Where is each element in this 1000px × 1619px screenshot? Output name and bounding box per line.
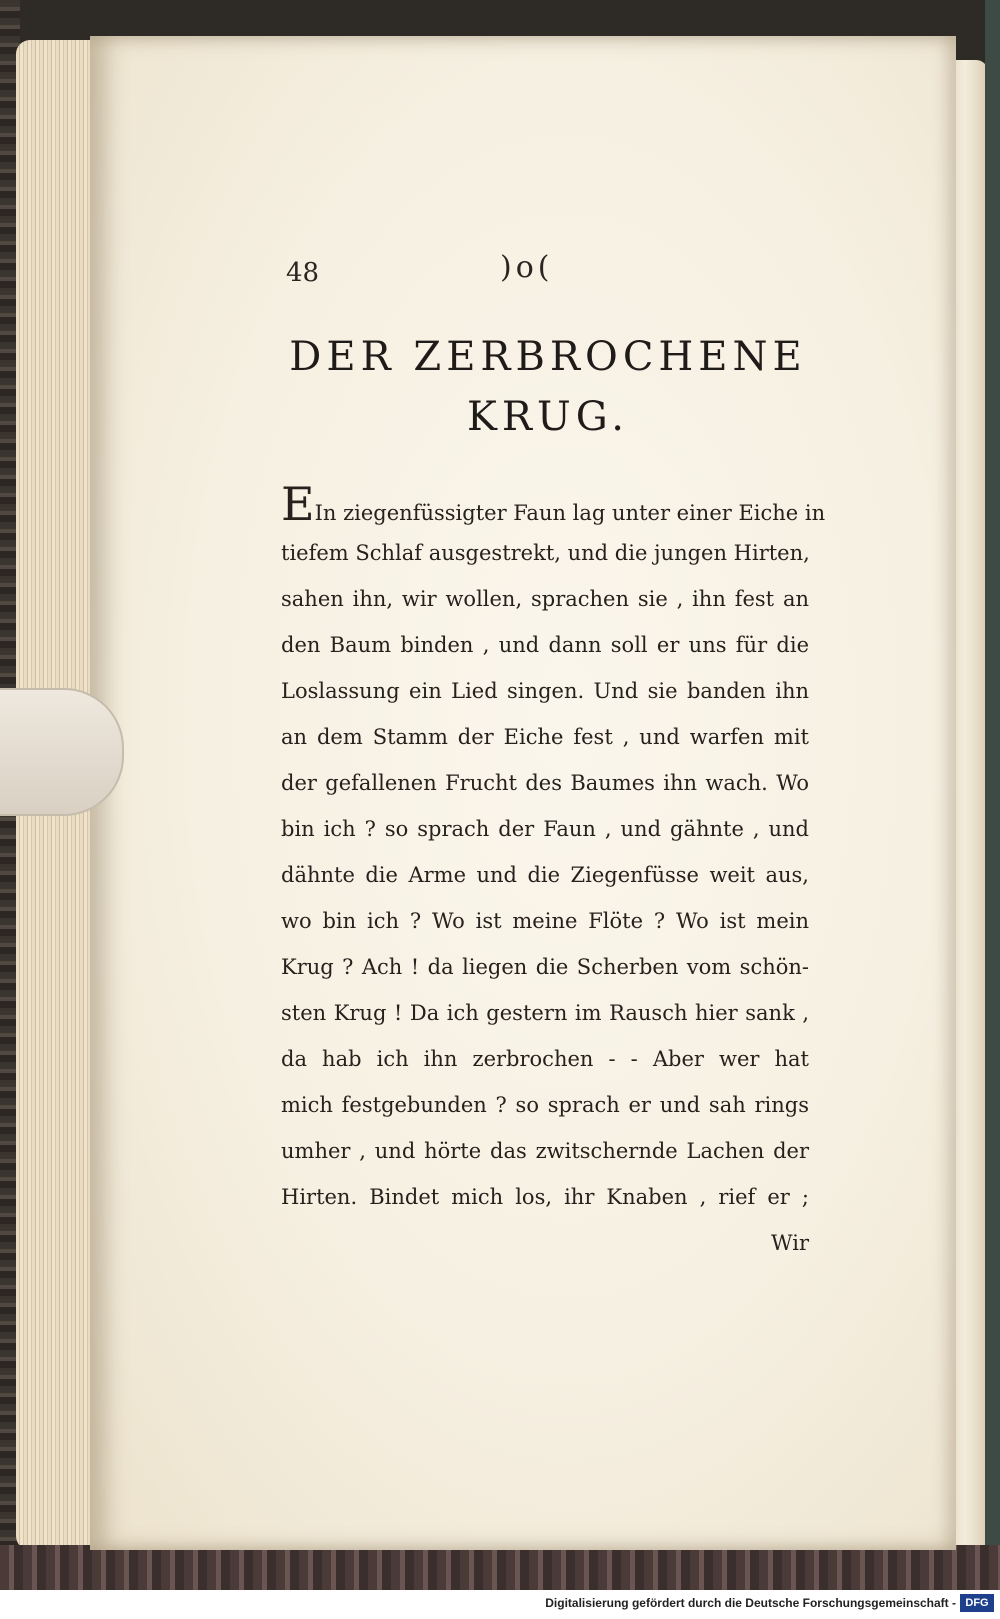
text-line: der gefallenen Frucht des Baumes ihn wach. Wo [281,771,809,795]
text-line: EIn ziegenfüssigter Faun lag unter einer Eiche in [281,477,826,531]
book-cover-bottom [0,1545,1000,1590]
text-line: bin ich ? so sprach der Faun , und gähnte , und [281,817,809,841]
body-text [281,477,826,1266]
funding-credit: Digitalisierung gefördert durch die Deutsche Forschungsgemeinschaft - [545,1596,956,1610]
chapter-title-line-1: DER ZERBROCHENE [289,334,807,380]
text-line: den Baum binden , und dann soll er uns für die [281,633,809,657]
text-line: mich festgebunden ? so sprach er und sah rings [281,1093,809,1117]
text-line: dähnte die Arme und die Ziegenfüsse weit aus, [281,863,809,887]
footer-bar [0,1590,1000,1619]
text-line: Loslassung ein Lied singen. Und sie banden ihn [281,679,809,703]
text-line: da hab ich ihn zerbrochen - - Aber wer hat [281,1047,809,1071]
text-line: umher , und hörte das zwitschernde Lachen der [281,1139,809,1163]
drop-capital: E [281,477,315,531]
dfg-logo-icon: DFG [960,1594,994,1612]
text-line: Krug ? Ach ! da liegen die Scherben vom schön- [281,955,809,979]
text-line: tiefem Schlaf ausgestrekt, und die jungen Hirten, [281,541,810,565]
text-line: sten Krug ! Da ich gestern im Rausch hier sank , [281,1001,809,1025]
page-ornament: )o( [500,250,554,285]
bookmark-tab [0,688,124,816]
page-number: 48 [286,258,320,288]
text-line: sahen ihn, wir wollen, sprachen sie , ihn fest an [281,587,809,611]
text-line: Hirten. Bindet mich los, ihr Knaben , rief er ; [281,1185,809,1209]
catchword: Wir [771,1231,809,1255]
text-line: wo bin ich ? Wo ist meine Flöte ? Wo ist mein [281,909,809,933]
book-cover-right [985,0,1000,1590]
text-line: an dem Stamm der Eiche fest , und warfen mit [281,725,809,749]
chapter-title-line-2: KRUG. [467,394,629,440]
book-page [90,36,956,1550]
